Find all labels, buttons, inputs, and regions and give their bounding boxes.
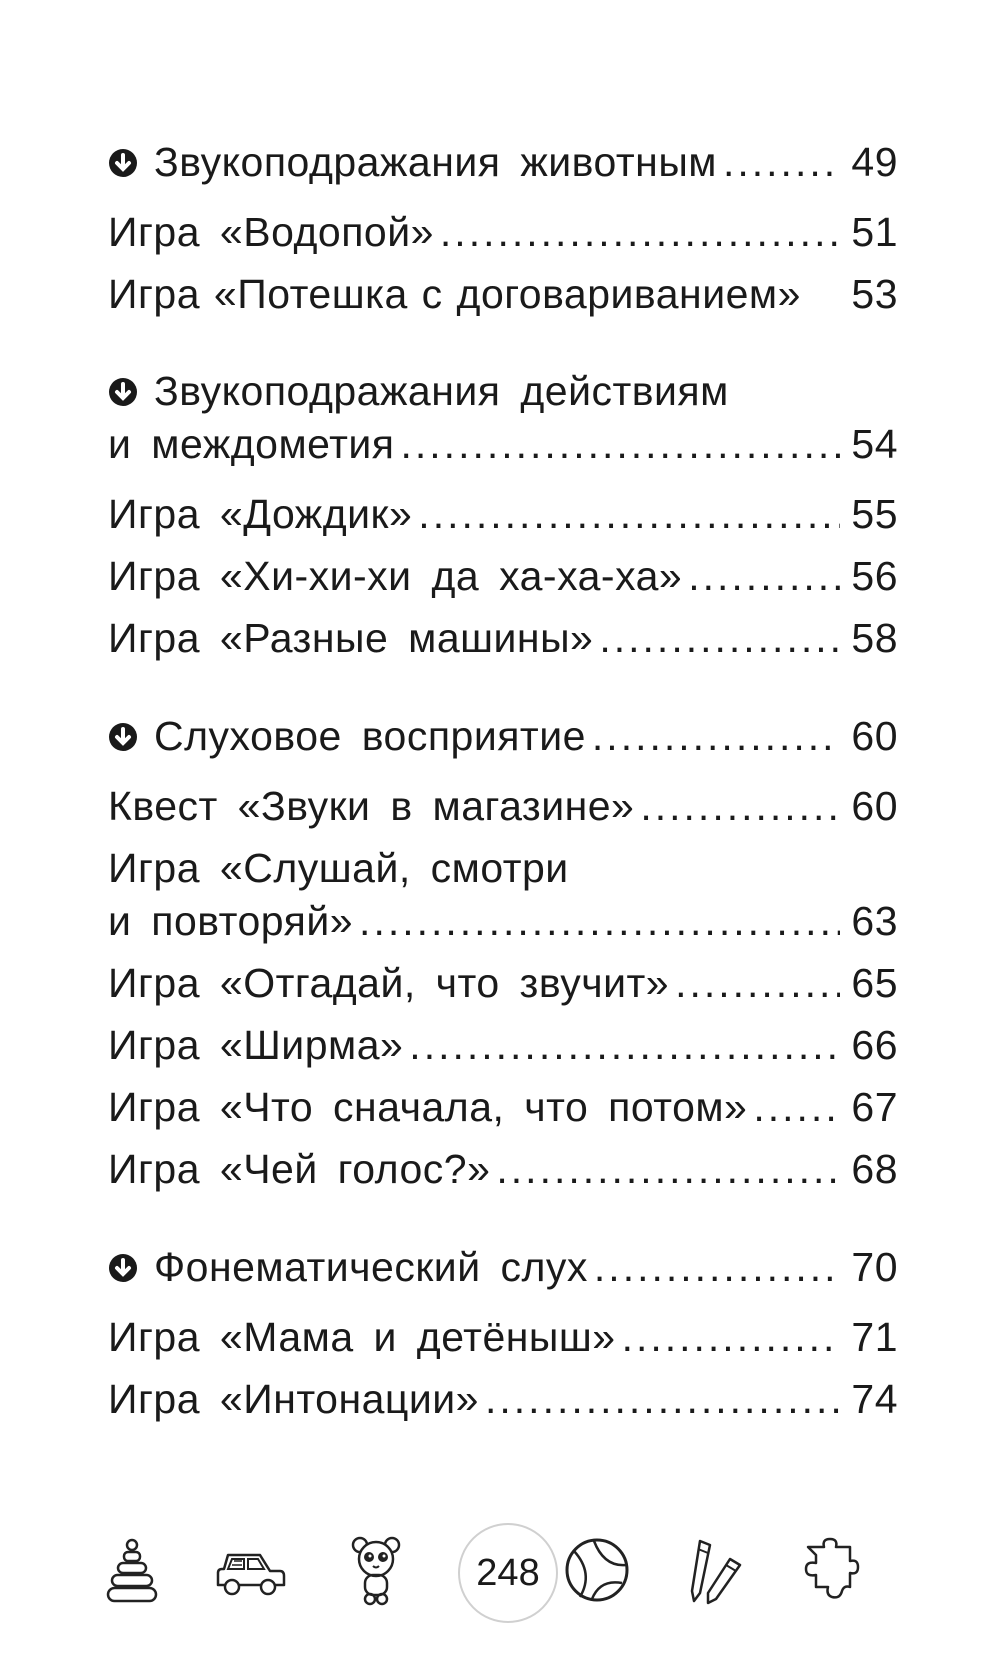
page-number: 63 bbox=[851, 898, 898, 944]
leader-dots bbox=[675, 963, 840, 1004]
leader-dots bbox=[622, 1317, 840, 1358]
arrow-down-circle-icon bbox=[108, 1253, 138, 1283]
leader-dots bbox=[496, 1149, 840, 1190]
arrow-down-circle-icon bbox=[108, 377, 138, 407]
pencils-icon bbox=[686, 1535, 746, 1607]
page-number: 56 bbox=[851, 553, 898, 599]
leader-dots bbox=[753, 1087, 840, 1128]
toc-item[interactable] bbox=[108, 1022, 898, 1068]
page-number: 53 bbox=[851, 271, 898, 317]
toc-item[interactable] bbox=[108, 1376, 898, 1422]
toc-item[interactable] bbox=[108, 1146, 898, 1192]
section-heading-label: Слуховое восприятие bbox=[154, 713, 586, 759]
toc-item-label: Игра «Разные машины» bbox=[108, 615, 594, 661]
leader-dots bbox=[359, 901, 840, 942]
puzzle-piece-icon bbox=[800, 1537, 864, 1603]
leader-dots bbox=[640, 786, 840, 827]
page-number: 60 bbox=[851, 713, 898, 759]
toc-section-phonemic-hearing bbox=[108, 1244, 898, 1422]
leader-dots bbox=[723, 142, 840, 183]
leader-dots bbox=[599, 618, 840, 659]
section-heading-label: и междометия bbox=[108, 421, 395, 467]
page-number: 58 bbox=[851, 615, 898, 661]
page-number: 60 bbox=[851, 783, 898, 829]
leader-dots bbox=[418, 494, 840, 535]
section-heading[interactable] bbox=[108, 1244, 898, 1290]
page-number: 66 bbox=[851, 1022, 898, 1068]
toc-section-animal-sounds bbox=[108, 139, 898, 317]
toc-section-action-sounds bbox=[108, 368, 898, 661]
leader-dots bbox=[409, 1025, 840, 1066]
toc-item-label: Игра «Водопой» bbox=[108, 209, 434, 255]
leader-dots bbox=[592, 716, 840, 757]
section-heading-label: Звукоподражания действиям bbox=[154, 368, 729, 414]
section-heading-continuation[interactable] bbox=[108, 421, 898, 467]
section-heading[interactable] bbox=[108, 368, 898, 414]
toc-item-label: Игра «Мама и детёныш» bbox=[108, 1314, 616, 1360]
page-number: 65 bbox=[851, 960, 898, 1006]
section-heading-label: Фонематический слух bbox=[154, 1244, 588, 1290]
leader-dots bbox=[594, 1247, 840, 1288]
leader-dots bbox=[688, 556, 840, 597]
page-number: 49 bbox=[851, 139, 898, 185]
page-footer bbox=[100, 1527, 900, 1637]
toc-item-label: Игра «Что сначала, что потом» bbox=[108, 1084, 748, 1130]
table-of-contents bbox=[108, 130, 898, 1420]
leader-dots bbox=[485, 1379, 840, 1420]
toc-item-label: Игра «Потешка с договариванием» bbox=[108, 271, 801, 317]
toc-item[interactable] bbox=[108, 209, 898, 255]
toc-item-label: и повторяй» bbox=[108, 898, 354, 944]
toy-car-icon bbox=[214, 1549, 286, 1601]
toc-item-label: Игра «Слушай, смотри bbox=[108, 845, 569, 891]
toc-item-label: Игра «Интонации» bbox=[108, 1376, 479, 1422]
toc-item-label: Квест «Звуки в магазине» bbox=[108, 783, 635, 829]
leader-dots bbox=[401, 424, 841, 465]
arrow-down-circle-icon bbox=[108, 148, 138, 178]
ball-icon bbox=[564, 1537, 630, 1603]
toc-item[interactable] bbox=[108, 615, 898, 661]
stacking-rings-icon bbox=[106, 1537, 158, 1609]
teddy-bear-icon bbox=[348, 1535, 404, 1607]
page-number: 70 bbox=[851, 1244, 898, 1290]
toc-item-label: Игра «Хи-хи-хи да ха-ха-ха» bbox=[108, 553, 683, 599]
page-number: 54 bbox=[851, 421, 898, 467]
page-number: 71 bbox=[851, 1314, 898, 1360]
toc-item[interactable] bbox=[108, 271, 898, 317]
page-number-badge: 248 bbox=[458, 1523, 558, 1623]
toc-item-label: Игра «Ширма» bbox=[108, 1022, 404, 1068]
section-heading[interactable] bbox=[108, 713, 898, 759]
page-number: 51 bbox=[851, 209, 898, 255]
section-heading-label: Звукоподражания животным bbox=[154, 139, 717, 185]
toc-item[interactable] bbox=[108, 491, 898, 537]
toc-item-continuation[interactable] bbox=[108, 898, 898, 944]
toc-item[interactable] bbox=[108, 1084, 898, 1130]
toc-item[interactable] bbox=[108, 845, 898, 891]
toc-section-auditory-perception bbox=[108, 713, 898, 1192]
toc-item-label: Игра «Дождик» bbox=[108, 491, 413, 537]
leader-dots bbox=[440, 212, 840, 253]
toc-item-label: Игра «Чей голос?» bbox=[108, 1146, 491, 1192]
toc-item[interactable] bbox=[108, 553, 898, 599]
toc-item-label: Игра «Отгадай, что звучит» bbox=[108, 960, 670, 1006]
toc-item[interactable] bbox=[108, 783, 898, 829]
toc-item[interactable] bbox=[108, 1314, 898, 1360]
arrow-down-circle-icon bbox=[108, 722, 138, 752]
page-number: 67 bbox=[851, 1084, 898, 1130]
section-heading[interactable] bbox=[108, 139, 898, 185]
toc-item[interactable] bbox=[108, 960, 898, 1006]
page-number: 74 bbox=[851, 1376, 898, 1422]
page-number: 55 bbox=[851, 491, 898, 537]
page-number: 68 bbox=[851, 1146, 898, 1192]
